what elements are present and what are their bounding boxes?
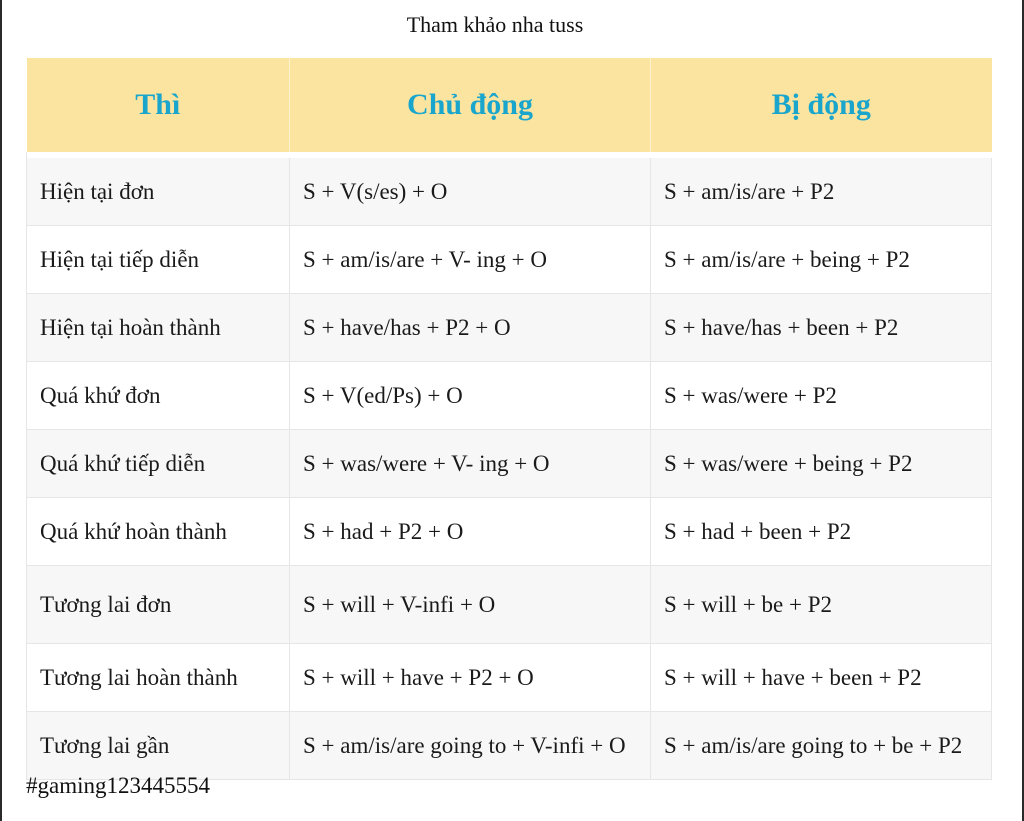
tense-cell: Tương lai hoàn thành bbox=[27, 644, 290, 712]
passive-cell: S + was/were + P2 bbox=[651, 362, 992, 430]
table-row bbox=[27, 226, 992, 294]
passive-cell: S + had + been + P2 bbox=[651, 498, 992, 566]
header-active: Chủ động bbox=[290, 58, 651, 152]
table-row bbox=[27, 430, 992, 498]
tense-cell: Quá khứ tiếp diễn bbox=[27, 430, 290, 498]
tense-cell: Quá khứ đơn bbox=[27, 362, 290, 430]
passive-cell: S + was/were + being + P2 bbox=[651, 430, 992, 498]
table-row bbox=[27, 566, 992, 644]
header-row bbox=[27, 58, 992, 152]
frame-left-border bbox=[0, 0, 2, 821]
tense-cell: Tương lai đơn bbox=[27, 566, 290, 644]
active-cell: S + had + P2 + O bbox=[290, 498, 651, 566]
passive-cell: S + will + have + been + P2 bbox=[651, 644, 992, 712]
active-cell: S + have/has + P2 + O bbox=[290, 294, 651, 362]
passive-cell: S + am/is/are going to + be + P2 bbox=[651, 712, 992, 780]
hashtag: #gaming123445554 bbox=[26, 773, 210, 798]
passive-cell: S + will + be + P2 bbox=[651, 566, 992, 644]
active-cell: S + V(s/es) + O bbox=[290, 158, 651, 226]
active-cell: S + V(ed/Ps) + O bbox=[290, 362, 651, 430]
passive-cell: S + am/is/are + being + P2 bbox=[651, 226, 992, 294]
tense-table bbox=[26, 58, 992, 780]
active-cell: S + will + V-infi + O bbox=[290, 566, 651, 644]
tense-cell: Hiện tại tiếp diễn bbox=[27, 226, 290, 294]
passive-cell: S + am/is/are + P2 bbox=[651, 158, 992, 226]
active-cell: S + will + have + P2 + O bbox=[290, 644, 651, 712]
header-passive: Bị động bbox=[651, 58, 992, 152]
passive-cell: S + have/has + been + P2 bbox=[651, 294, 992, 362]
table-row bbox=[27, 644, 992, 712]
table-row bbox=[27, 712, 992, 780]
tense-cell: Tương lai gần bbox=[27, 712, 290, 780]
table-row bbox=[27, 362, 992, 430]
table-row bbox=[27, 294, 992, 362]
table-row bbox=[27, 158, 992, 226]
tense-cell: Hiện tại đơn bbox=[27, 158, 290, 226]
header-tense: Thì bbox=[27, 58, 290, 152]
tense-cell: Quá khứ hoàn thành bbox=[27, 498, 290, 566]
tense-cell: Hiện tại hoàn thành bbox=[27, 294, 290, 362]
table-row bbox=[27, 498, 992, 566]
active-cell: S + am/is/are + V- ing + O bbox=[290, 226, 651, 294]
active-cell: S + was/were + V- ing + O bbox=[290, 430, 651, 498]
active-cell: S + am/is/are going to + V-infi + O bbox=[290, 712, 651, 780]
caption: Tham khảo nha tuss bbox=[406, 12, 584, 37]
